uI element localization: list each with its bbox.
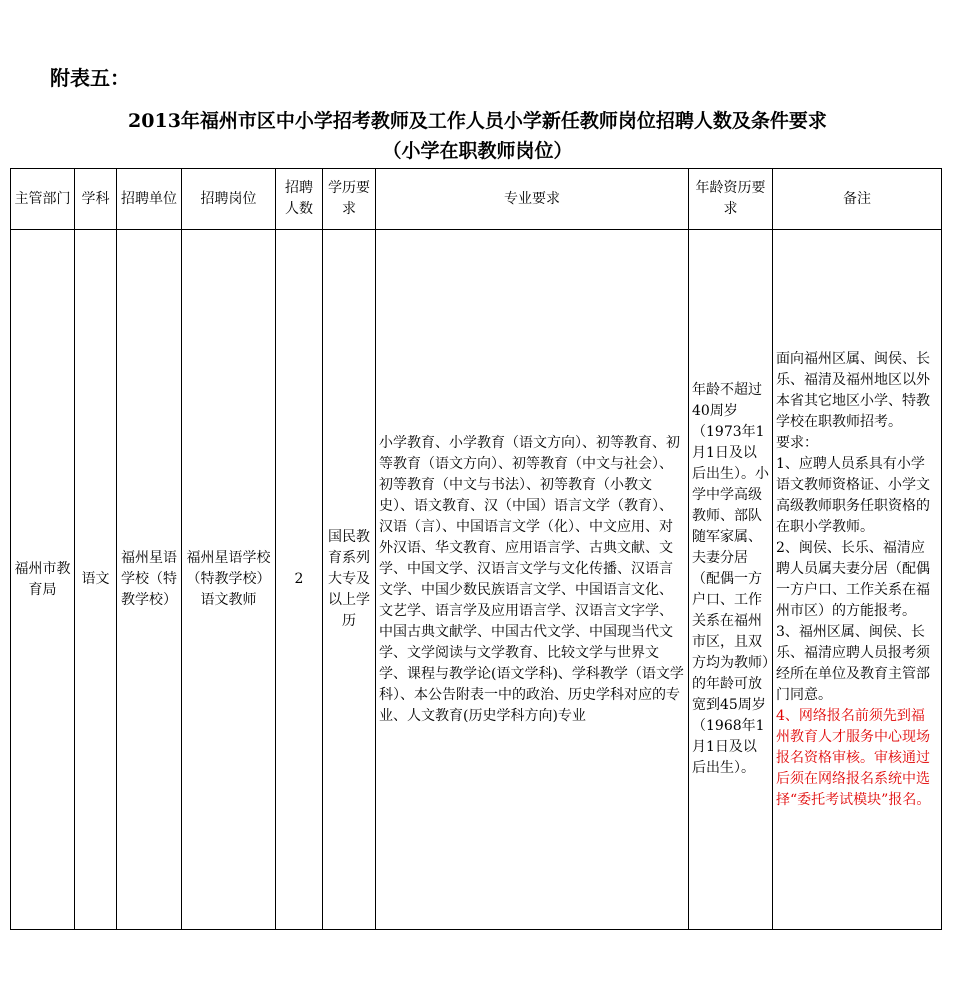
cell-education: 国民教育系列大专及以上学历	[323, 230, 376, 930]
cell-subject: 语文	[75, 230, 117, 930]
header-dept: 主管部门	[11, 169, 75, 230]
cell-remarks	[773, 230, 942, 930]
header-age: 年龄资历要求	[689, 169, 773, 230]
header-major: 专业要求	[376, 169, 689, 230]
header-position: 招聘岗位	[182, 169, 276, 230]
page-subtitle: （小学在职教师岗位）	[382, 140, 573, 162]
cell-age: 年龄不超过40周岁（1973年1月1日及以后出生）。小学中学高级教师、部队随军家属、夫妻分居（配偶一方户口、工作关系在福州市区，且双方均为教师）的年龄可放宽到45周岁（1968年1月1日及以后出生）。	[689, 230, 773, 930]
remarks-line: 1、应聘人员系具有小学语文教师资格证、小学文高级教师职务任职资格的在职小学教师。	[776, 455, 930, 535]
appendix-label: 附表五：	[50, 66, 130, 90]
recruitment-table	[10, 168, 942, 930]
table-row	[11, 230, 942, 930]
remarks-highlight: 4、网络报名前须先到福州教育人才服务中心现场报名资格审核。审核通过后须在网络报名系统中选择“委托考试模块”报名。	[776, 707, 931, 808]
cell-major: 小学教育、小学教育（语文方向）、初等教育、初等教育（语文方向）、初等教育（中文与社会）、初等教育（中文与书法）、初等教育（小教文史）、语文教育、汉（中国）语言文学（教育）、汉语（言）、中国语言文学（化）、中文应用、对外汉语、华文教育、应用语言学、古典文献、文学、中国文学、汉语言文学与文化传播、汉语言文学、中国少数民族语言文学、中国语言文化、文艺学、语言学及应用语言学、汉语言文字学、中国古典文献学、中国古代文学、中国现当代文学、文学阅读与文学教育、比较文学与世界文学、课程与教学论(语文学科)、学科教学（语文学科）、本公告附表一中的政治、历史学科对应的专业、人文教育(历史学科方向)专业	[376, 230, 689, 930]
header-education: 学历要求	[323, 169, 376, 230]
cell-unit: 福州星语学校（特教学校）	[117, 230, 182, 930]
page-title: 2013年福州市区中小学招考教师及工作人员小学新任教师岗位招聘人数及条件要求	[128, 110, 827, 132]
header-remarks: 备注	[773, 169, 942, 230]
remarks-line: 3、福州区属、闽侯、长乐、福清应聘人员报考须经所在单位及教育主管部门同意。	[776, 623, 930, 703]
header-subject: 学科	[75, 169, 117, 230]
header-count: 招聘人数	[276, 169, 323, 230]
header-unit: 招聘单位	[117, 169, 182, 230]
header-row	[11, 169, 942, 230]
remarks-line: 2、闽侯、长乐、福清应聘人员属夫妻分居（配偶一方户口、工作关系在福州市区）的方能报考。	[776, 539, 930, 619]
cell-position: 福州星语学校（特教学校）语文教师	[182, 230, 276, 930]
cell-dept: 福州市教育局	[11, 230, 75, 930]
cell-count: 2	[276, 230, 323, 930]
remarks-line: 面向福州区属、闽侯、长乐、福清及福州地区以外本省其它地区小学、特教学校在职教师招考。	[776, 350, 930, 430]
remarks-line: 要求：	[776, 434, 818, 451]
